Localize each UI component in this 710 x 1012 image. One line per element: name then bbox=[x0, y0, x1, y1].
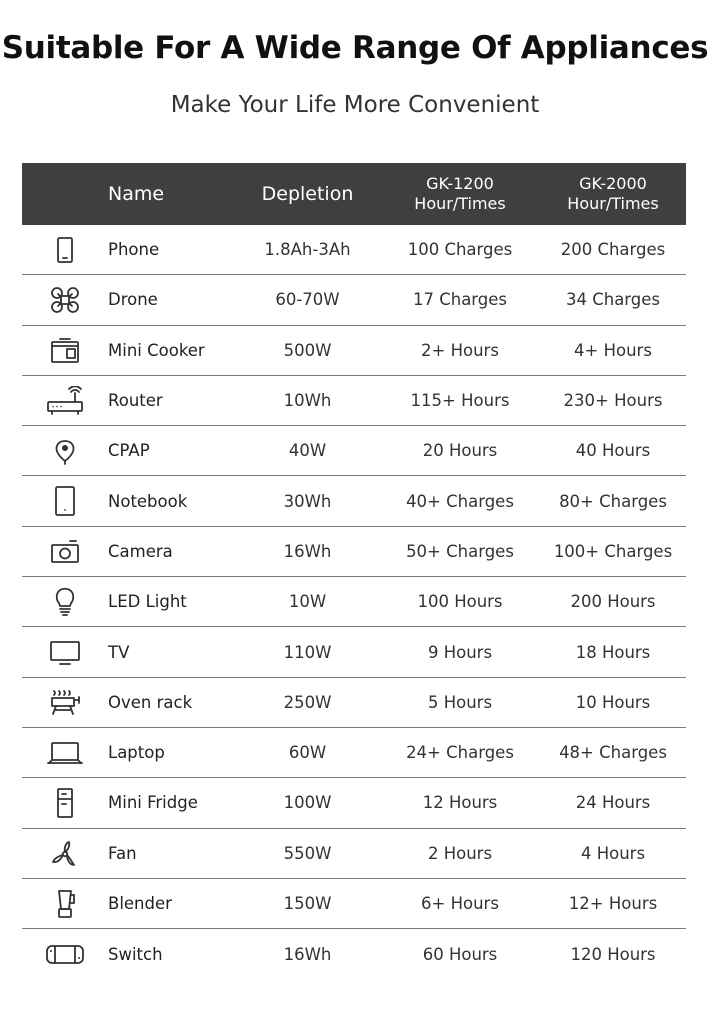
header-gk1200-unit: Hour/Times bbox=[414, 194, 506, 213]
tv-icon bbox=[22, 637, 108, 667]
table-row bbox=[22, 879, 686, 929]
row-gk2000: 18 Hours bbox=[575, 642, 651, 662]
blender-icon bbox=[22, 887, 108, 921]
row-name: Mini Fridge bbox=[108, 793, 198, 813]
table-row bbox=[22, 577, 686, 627]
row-gk1200: 115+ Hours bbox=[410, 391, 510, 411]
row-name: TV bbox=[108, 642, 130, 662]
row-depletion: 60-70W bbox=[275, 290, 340, 310]
camera-icon bbox=[22, 536, 108, 566]
row-gk1200: 20 Hours bbox=[422, 441, 498, 461]
row-gk1200: 9 Hours bbox=[427, 642, 493, 662]
row-name: LED Light bbox=[108, 592, 187, 612]
table-row bbox=[22, 426, 686, 476]
table-row bbox=[22, 829, 686, 879]
row-name: Drone bbox=[108, 290, 158, 310]
led-light-icon bbox=[22, 585, 108, 619]
row-depletion: 110W bbox=[283, 642, 332, 662]
laptop-icon bbox=[22, 738, 108, 768]
row-gk2000: 40 Hours bbox=[575, 441, 651, 461]
page-title: Suitable For A Wide Range Of Appliances bbox=[1, 30, 709, 66]
table-row bbox=[22, 728, 686, 778]
table-row bbox=[22, 376, 686, 426]
row-depletion: 250W bbox=[283, 692, 332, 712]
row-name: Laptop bbox=[108, 743, 165, 763]
table-row bbox=[22, 527, 686, 577]
row-depletion: 40W bbox=[288, 441, 327, 461]
mini-fridge-icon bbox=[22, 786, 108, 820]
row-gk2000: 100+ Charges bbox=[553, 541, 673, 561]
row-gk2000: 230+ Hours bbox=[563, 391, 663, 411]
row-depletion: 30Wh bbox=[283, 491, 332, 511]
row-gk2000: 80+ Charges bbox=[559, 491, 667, 511]
row-name: Phone bbox=[108, 240, 160, 260]
row-depletion: 60W bbox=[288, 743, 327, 763]
row-depletion: 10Wh bbox=[283, 391, 332, 411]
row-gk2000: 120 Hours bbox=[570, 944, 656, 964]
row-name: CPAP bbox=[108, 441, 150, 461]
header-name: Name bbox=[108, 183, 165, 205]
mini-cooker-icon bbox=[22, 335, 108, 365]
row-gk2000: 4+ Hours bbox=[574, 340, 652, 360]
row-depletion: 550W bbox=[283, 843, 332, 863]
row-gk2000: 34 Charges bbox=[565, 290, 661, 310]
row-gk1200: 50+ Charges bbox=[406, 541, 514, 561]
row-name: Switch bbox=[108, 944, 163, 964]
row-name: Notebook bbox=[108, 491, 188, 511]
row-gk1200: 17 Charges bbox=[412, 290, 508, 310]
table-row bbox=[22, 225, 686, 275]
row-depletion: 16Wh bbox=[283, 541, 332, 561]
row-gk2000: 200 Hours bbox=[570, 592, 656, 612]
row-gk1200: 2 Hours bbox=[427, 843, 493, 863]
row-name: Blender bbox=[108, 894, 172, 913]
header-gk2000-unit: Hour/Times bbox=[567, 194, 659, 213]
table-row bbox=[22, 678, 686, 728]
row-gk1200: 6+ Hours bbox=[421, 894, 499, 913]
phone-icon bbox=[22, 235, 108, 265]
row-gk1200: 2+ Hours bbox=[421, 340, 499, 360]
table-row bbox=[22, 326, 686, 376]
appliance-table bbox=[22, 163, 686, 979]
row-gk1200: 100 Charges bbox=[407, 240, 513, 260]
table-body bbox=[22, 225, 686, 979]
table-row bbox=[22, 627, 686, 677]
header-gk2000 bbox=[540, 174, 686, 214]
row-gk2000: 200 Charges bbox=[560, 240, 666, 260]
header-depletion: Depletion bbox=[261, 183, 354, 205]
row-name: Mini Cooker bbox=[108, 340, 205, 360]
row-depletion: 10W bbox=[288, 592, 327, 612]
row-gk2000: 12+ Hours bbox=[568, 894, 658, 913]
row-name: Router bbox=[108, 391, 163, 411]
drone-icon bbox=[22, 285, 108, 315]
table-row bbox=[22, 476, 686, 526]
row-depletion: 500W bbox=[283, 340, 332, 360]
oven-rack-icon bbox=[22, 687, 108, 717]
notebook-icon bbox=[22, 484, 108, 518]
row-gk1200: 60 Hours bbox=[422, 944, 498, 964]
table-row bbox=[22, 778, 686, 828]
row-depletion: 100W bbox=[283, 793, 332, 813]
fan-icon bbox=[22, 838, 108, 868]
table-row bbox=[22, 929, 686, 979]
row-gk1200: 12 Hours bbox=[422, 793, 498, 813]
router-icon bbox=[22, 386, 108, 416]
cpap-icon bbox=[22, 436, 108, 466]
row-gk1200: 5 Hours bbox=[427, 692, 493, 712]
row-depletion: 16Wh bbox=[283, 944, 332, 964]
row-depletion: 150W bbox=[283, 894, 332, 913]
table-row bbox=[22, 275, 686, 325]
row-gk2000: 10 Hours bbox=[575, 692, 651, 712]
row-name: Camera bbox=[108, 541, 173, 561]
row-depletion: 1.8Ah-3Ah bbox=[264, 240, 351, 260]
row-gk2000: 4 Hours bbox=[580, 843, 646, 863]
table-header bbox=[22, 163, 686, 225]
row-name: Oven rack bbox=[108, 692, 193, 712]
header-gk2000-model: GK-2000 bbox=[579, 174, 647, 193]
row-gk1200: 24+ Charges bbox=[406, 743, 514, 763]
page-subtitle: Make Your Life More Convenient bbox=[170, 92, 540, 118]
switch-icon bbox=[22, 939, 108, 969]
row-name: Fan bbox=[108, 843, 137, 863]
row-gk1200: 100 Hours bbox=[417, 592, 503, 612]
header-gk1200-model: GK-1200 bbox=[426, 174, 494, 193]
header-gk1200 bbox=[380, 174, 540, 214]
row-gk2000: 24 Hours bbox=[575, 793, 651, 813]
row-gk1200: 40+ Charges bbox=[406, 491, 514, 511]
row-gk2000: 48+ Charges bbox=[559, 743, 667, 763]
